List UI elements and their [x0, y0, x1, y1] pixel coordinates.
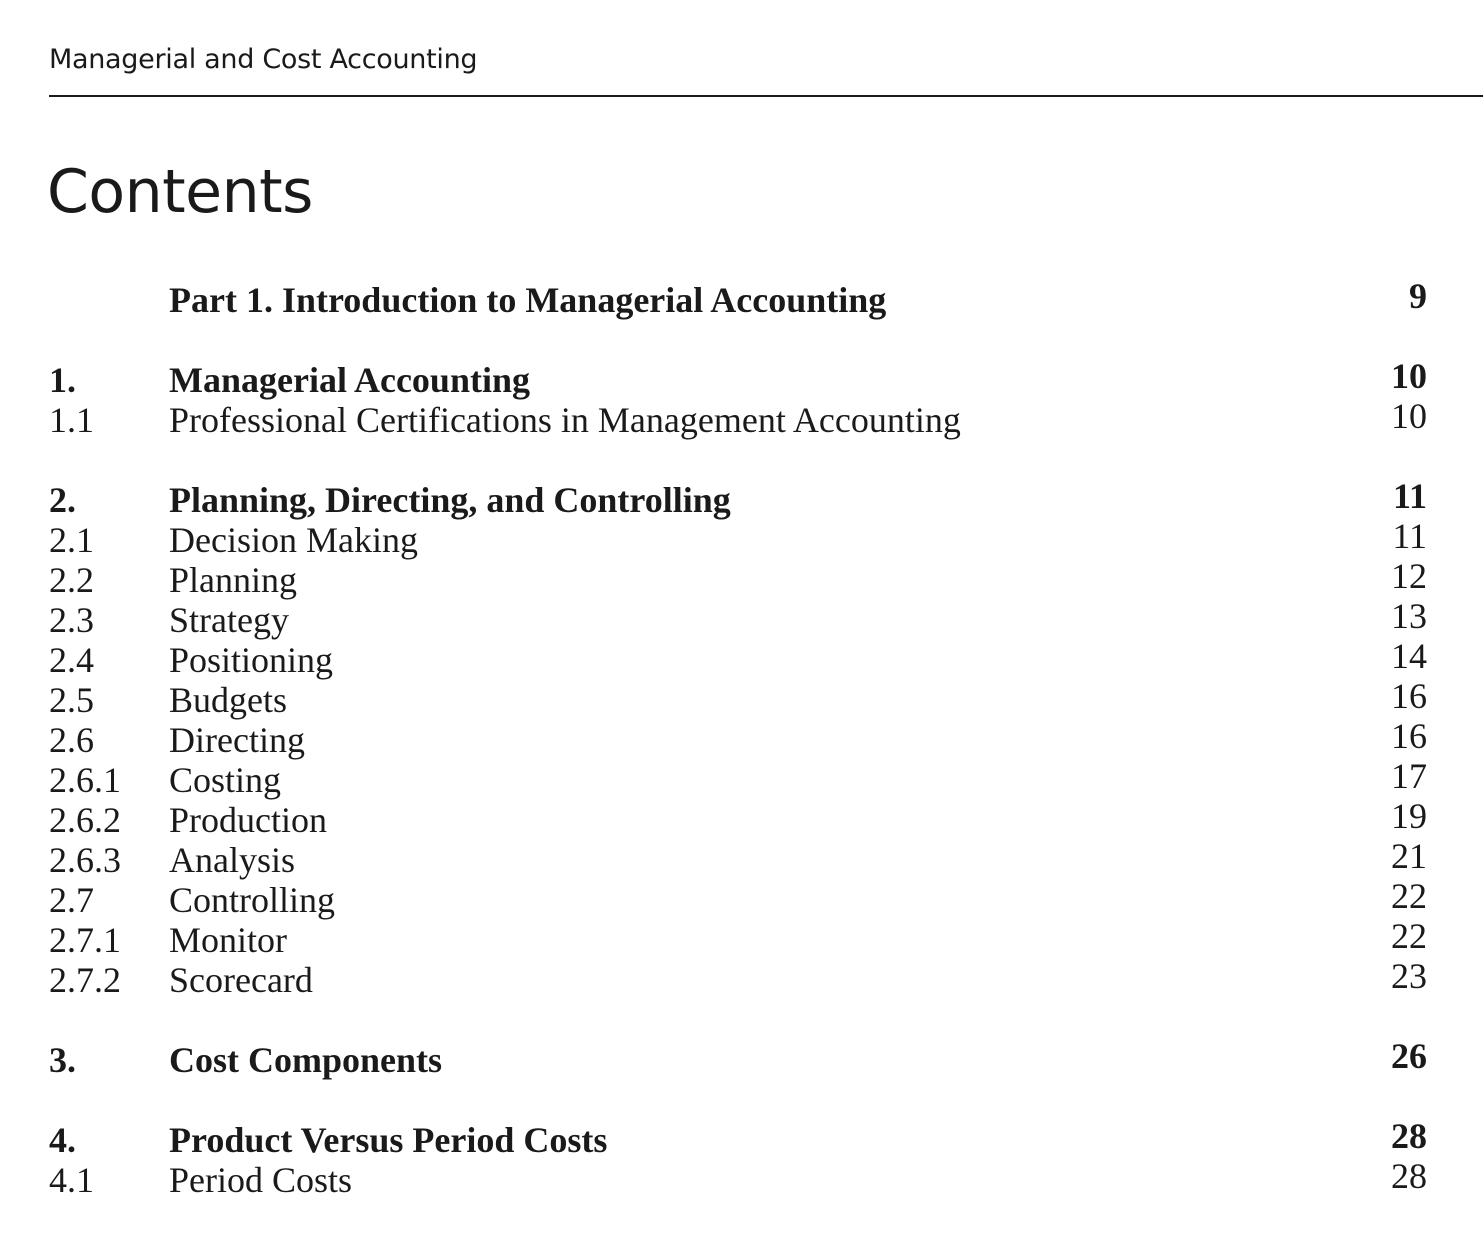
- toc-entry-section-2-7[interactable]: [0, 876, 1483, 920]
- toc-entry-section-2-6[interactable]: [0, 716, 1483, 760]
- toc-entry-chapter-2[interactable]: [0, 476, 1483, 520]
- toc-entry-title: Period Costs: [169, 1160, 353, 1200]
- toc-entry-page: 28: [1391, 1156, 1427, 1196]
- toc-entry-title: Analysis: [169, 840, 295, 880]
- toc-entry-section-2-4[interactable]: [0, 636, 1483, 680]
- toc-entry-page: 9: [1409, 276, 1427, 316]
- toc-entry-title: Production: [169, 800, 327, 840]
- toc-entry-section-2-7-1[interactable]: [0, 916, 1483, 960]
- toc-entry-title: Product Versus Period Costs: [169, 1120, 608, 1160]
- toc-entry-page: 10: [1391, 396, 1427, 436]
- toc-entry-number: 2.7.2: [49, 960, 121, 1000]
- toc-entry-page: 22: [1391, 916, 1427, 956]
- toc-entry-page: 19: [1391, 796, 1427, 836]
- toc-entry-page: 13: [1391, 596, 1427, 636]
- toc-entry-number: 2.6: [49, 720, 94, 760]
- header-divider: [49, 95, 1483, 97]
- toc-entry-page: 28: [1391, 1116, 1427, 1156]
- toc-entry-number: 1.1: [49, 400, 94, 440]
- toc-entry-title: Planning, Directing, and Controlling: [169, 480, 731, 520]
- toc-entry-chapter-1[interactable]: [0, 356, 1483, 400]
- toc-entry-title: Planning: [169, 560, 298, 600]
- toc-entry-page: 16: [1391, 676, 1427, 716]
- toc-entry-page: 23: [1391, 956, 1427, 996]
- toc-entry-title: Monitor: [169, 920, 288, 960]
- toc-entry-section-1-1[interactable]: [0, 396, 1483, 440]
- toc-entry-title: Cost Components: [169, 1040, 443, 1080]
- toc-entry-number: 3.: [49, 1040, 76, 1080]
- toc-entry-section-2-7-2[interactable]: [0, 956, 1483, 1000]
- toc-entry-title: Part 1. Introduction to Managerial Accounting: [169, 280, 887, 320]
- toc-entry-title: Positioning: [169, 640, 334, 680]
- toc-entry-number: 2.2: [49, 560, 94, 600]
- running-header: Managerial and Cost Accounting: [49, 44, 478, 75]
- toc-entry-title: Managerial Accounting: [169, 360, 530, 400]
- toc-entry-page: 21: [1391, 836, 1427, 876]
- toc-entry-section-2-6-1[interactable]: [0, 756, 1483, 800]
- toc-entry-title: Decision Making: [169, 520, 418, 560]
- toc-entry-page: 11: [1392, 476, 1427, 516]
- toc-entry-section-2-3[interactable]: [0, 596, 1483, 640]
- toc-entry-number: 2.5: [49, 680, 94, 720]
- toc-entry-section-2-6-2[interactable]: [0, 796, 1483, 840]
- toc-entry-number: 2.7.1: [49, 920, 121, 960]
- toc-entry-page: 10: [1391, 356, 1427, 396]
- toc-entry-section-2-5[interactable]: [0, 676, 1483, 720]
- toc-entry-section-2-1[interactable]: [0, 516, 1483, 560]
- toc-entry-title: Strategy: [169, 600, 289, 640]
- toc-entry-number: 2.6.1: [49, 760, 121, 800]
- toc-entry-section-4-1[interactable]: [0, 1156, 1483, 1200]
- toc-entry-title: Professional Certifications in Management Accounting: [169, 400, 961, 440]
- toc-entry-number: 2.3: [49, 600, 94, 640]
- toc-entry-number: 2.1: [49, 520, 94, 560]
- toc-entry-page: 11: [1392, 516, 1427, 556]
- toc-entry-number: 2.6.3: [49, 840, 121, 880]
- toc-entry-title: Budgets: [169, 680, 288, 720]
- toc-entry-number: 2.7: [49, 880, 94, 920]
- toc-entry-page: 16: [1391, 716, 1427, 756]
- toc-entry-number: 1.: [49, 360, 76, 400]
- toc-entry-title: Scorecard: [169, 960, 313, 1000]
- toc-entry-part-1[interactable]: [0, 276, 1483, 320]
- toc-entry-section-2-6-3[interactable]: [0, 836, 1483, 880]
- toc-entry-section-2-2[interactable]: [0, 556, 1483, 600]
- toc-entry-title: Controlling: [169, 880, 336, 920]
- toc-entry-chapter-4[interactable]: [0, 1116, 1483, 1160]
- toc-entry-number: 2.4: [49, 640, 94, 680]
- toc-entry-page: 26: [1391, 1036, 1427, 1076]
- toc-entry-number: 4.1: [49, 1160, 94, 1200]
- toc-entry-page: 17: [1391, 756, 1427, 796]
- toc-entry-title: Costing: [169, 760, 282, 800]
- toc-entry-number: 2.6.2: [49, 800, 121, 840]
- toc-entry-page: 22: [1391, 876, 1427, 916]
- toc-entry-number: 2.: [49, 480, 76, 520]
- toc-entry-page: 12: [1391, 556, 1427, 596]
- page-title: Contents: [47, 157, 313, 227]
- toc-entry-number: 4.: [49, 1120, 76, 1160]
- toc-entry-chapter-3[interactable]: [0, 1036, 1483, 1080]
- toc-entry-page: 14: [1391, 636, 1427, 676]
- toc-entry-title: Directing: [169, 720, 305, 760]
